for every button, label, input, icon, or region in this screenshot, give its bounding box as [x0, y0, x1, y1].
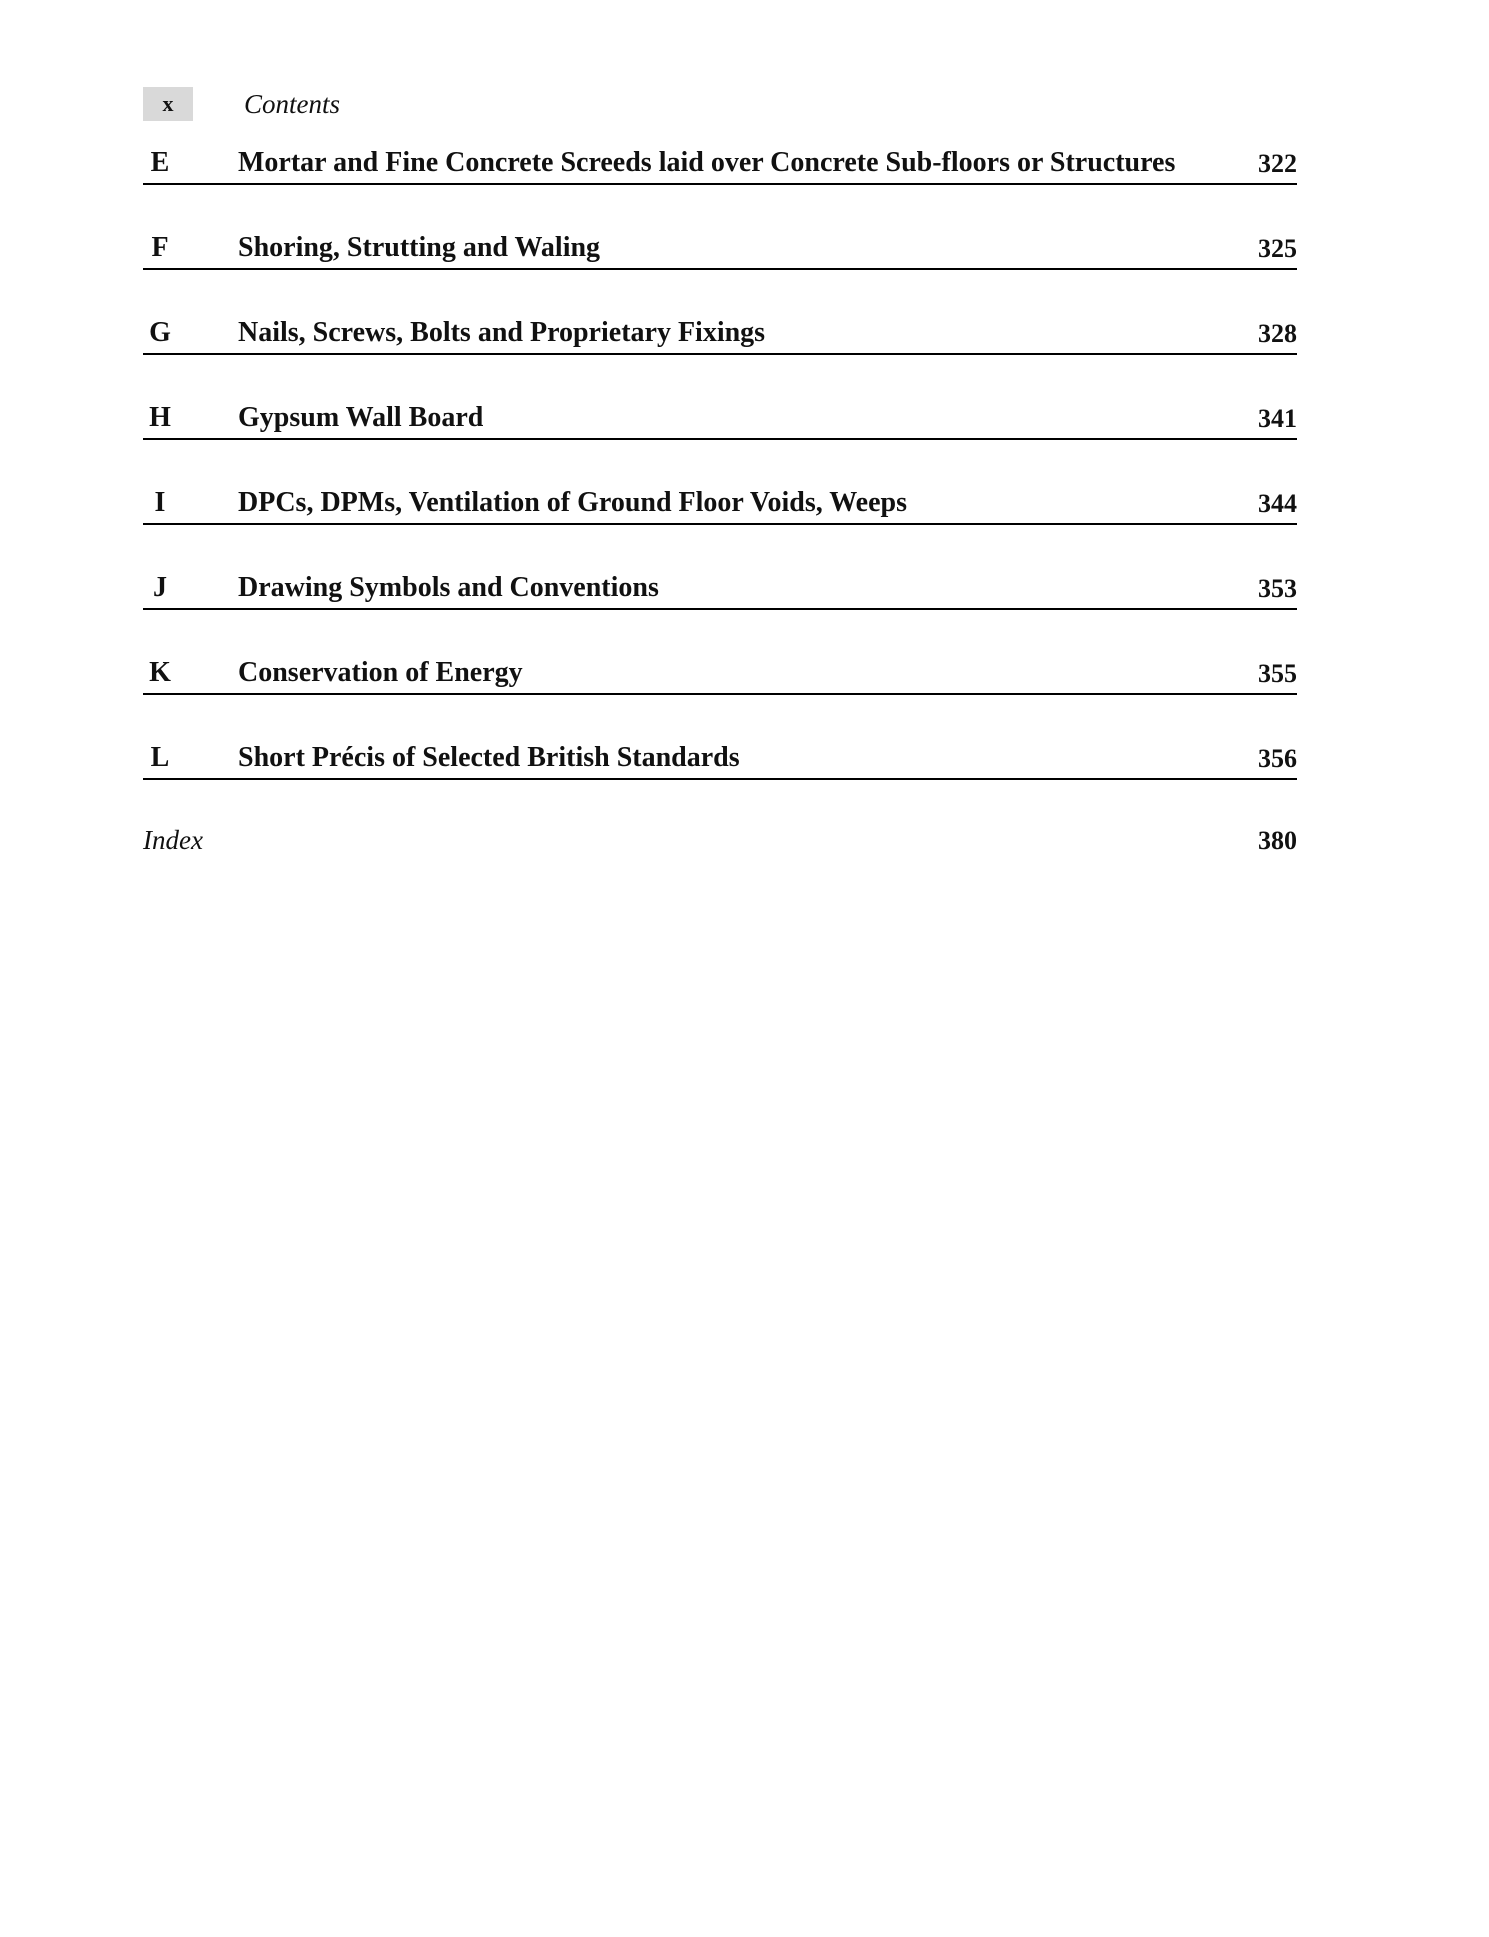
toc-entry-i[interactable] — [143, 482, 1297, 525]
toc-entry-letter: I — [154, 487, 166, 518]
toc-entry-page: 355 — [1258, 659, 1297, 688]
toc-entry-title: Shoring, Strutting and Waling — [238, 232, 601, 263]
toc-entry-letter: G — [149, 317, 171, 348]
toc-entry-title: Conservation of Energy — [238, 657, 523, 688]
toc-entry-letter: E — [150, 147, 170, 178]
toc-entry-page: 328 — [1258, 319, 1297, 348]
toc-entry-e[interactable] — [143, 142, 1297, 185]
toc-entry-g[interactable] — [143, 312, 1297, 355]
running-head — [143, 87, 743, 121]
toc-entry-title: Mortar and Fine Concrete Screeds laid over Concrete Sub-floors or Structures — [238, 147, 1176, 178]
toc-entry-page: 356 — [1258, 744, 1297, 773]
toc-entry-title: Drawing Symbols and Conventions — [238, 572, 659, 603]
toc-entry-title: Gypsum Wall Board — [238, 402, 484, 433]
toc-entry-l[interactable] — [143, 737, 1297, 780]
toc-entry-letter: L — [150, 742, 170, 773]
toc-entry-title: Short Précis of Selected British Standards — [238, 742, 740, 773]
toc-entry-title: DPCs, DPMs, Ventilation of Ground Floor Voids, Weeps — [238, 487, 908, 518]
page-number: x — [143, 87, 193, 121]
toc-entry-letter: J — [153, 572, 167, 603]
toc-entry-page: 325 — [1258, 234, 1297, 263]
table-of-contents — [143, 142, 1297, 862]
toc-entry-k[interactable] — [143, 652, 1297, 695]
toc-entry-h[interactable] — [143, 397, 1297, 440]
toc-index-entry[interactable] — [143, 822, 1297, 862]
toc-entry-page: 322 — [1258, 149, 1297, 178]
toc-entry-title: Nails, Screws, Bolts and Proprietary Fixings — [238, 317, 766, 348]
toc-entry-letter: F — [151, 232, 169, 263]
toc-entry-j[interactable] — [143, 567, 1297, 610]
toc-entry-page: 344 — [1258, 489, 1297, 518]
toc-entry-letter: H — [149, 402, 171, 433]
toc-entry-f[interactable] — [143, 227, 1297, 270]
toc-entry-letter: K — [149, 657, 171, 688]
running-head-title: Contents — [244, 89, 341, 119]
index-page: 380 — [1258, 826, 1297, 855]
index-label: Index — [143, 825, 203, 855]
toc-entry-page: 353 — [1258, 574, 1297, 603]
toc-entry-page: 341 — [1258, 404, 1297, 433]
